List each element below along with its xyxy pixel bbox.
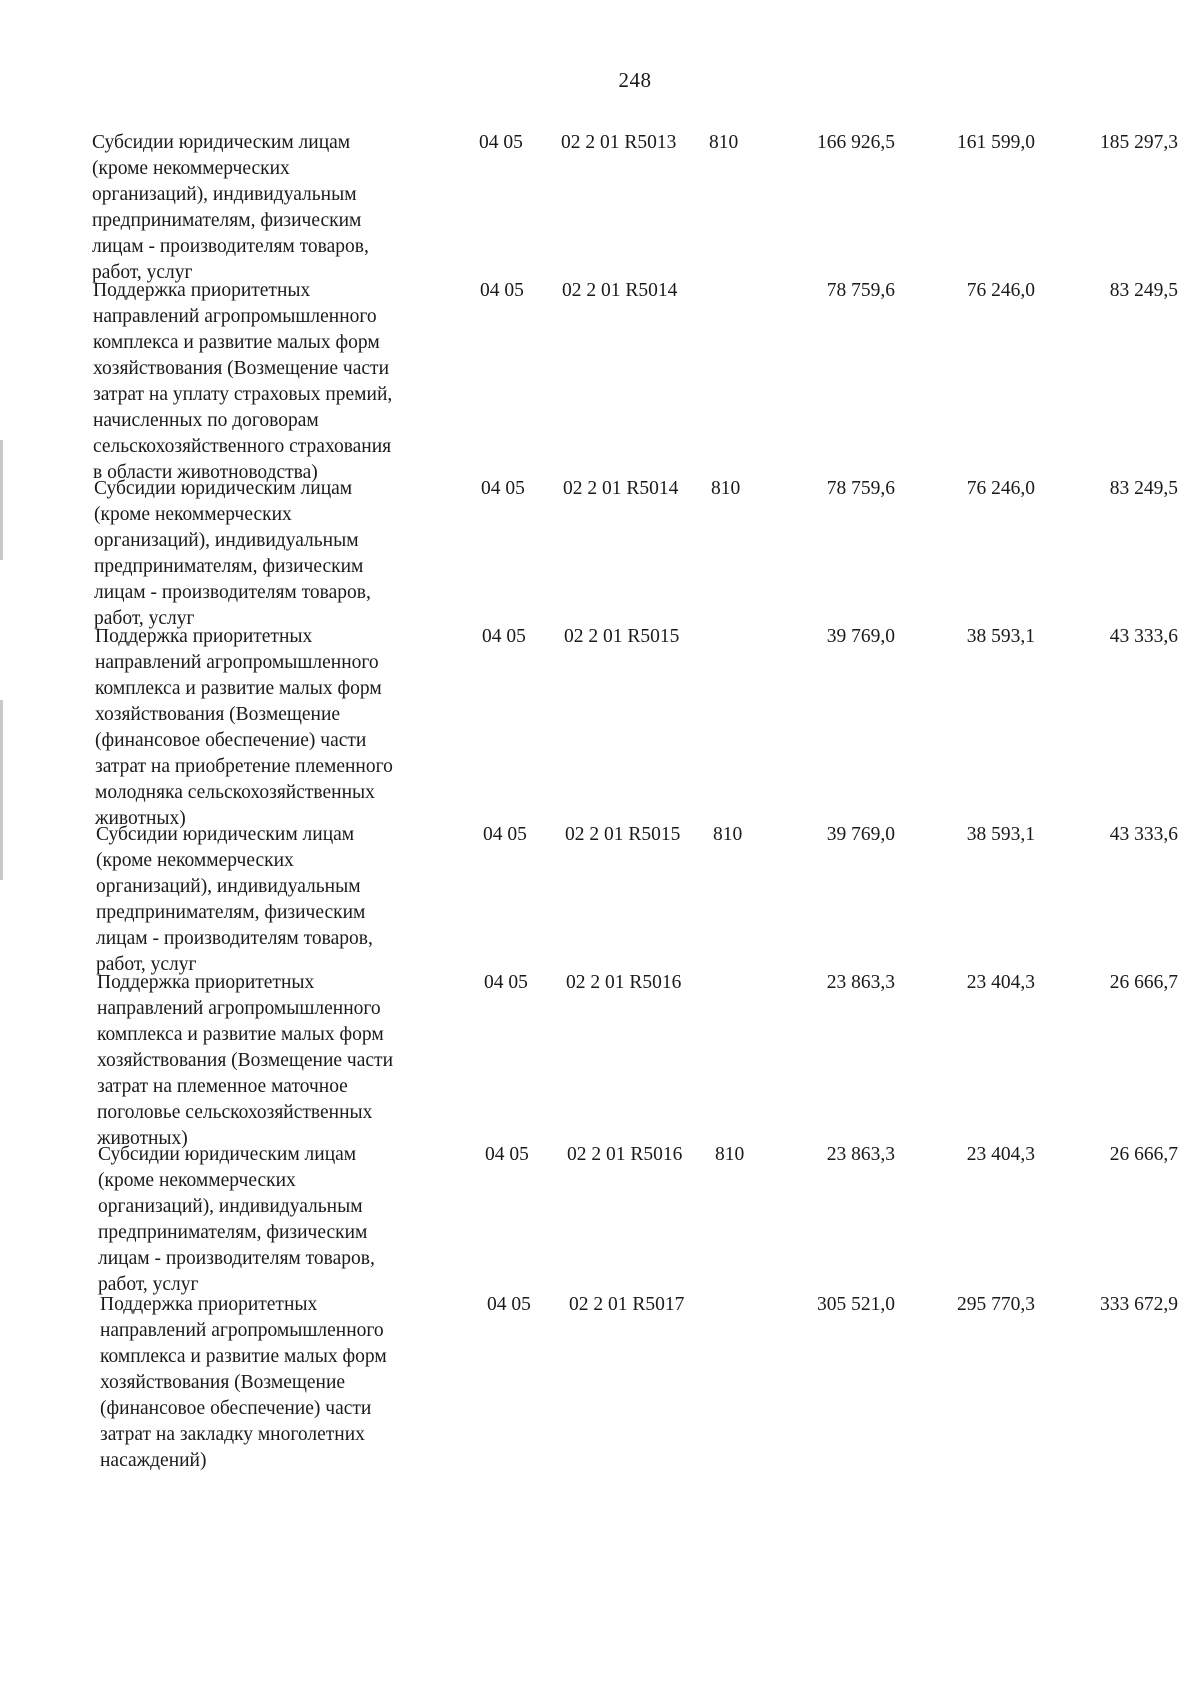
amount-year-3: 185 297,3	[1100, 132, 1178, 153]
target-code: 02 2 01 R5016	[566, 972, 682, 993]
target-code: 02 2 01 R5015	[565, 824, 681, 845]
amount-year-2: 23 404,3	[966, 972, 1035, 993]
target-code: 02 2 01 R5013	[561, 132, 677, 153]
row-description: Поддержка приоритетных направлений агропромышленного комплекса и развитие малых форм хозяйствования (Возмещение (финансовое обеспечение) части затрат на приобретение племенного молодняка сельскохозяйственных животных)	[95, 626, 393, 829]
table-row	[2, 970, 1200, 1149]
amount-year-1: 39 769,0	[826, 824, 895, 845]
section-code: 04 05	[481, 478, 525, 499]
row-description: Субсидии юридическим лицам (кроме некоммерческих организаций), индивидуальным предпринимателям, физическим лицам - производителям товаров, работ, услуг	[98, 1144, 375, 1295]
expense-type-code: 810	[709, 132, 739, 153]
expense-type-code: 810	[713, 824, 743, 845]
target-code: 02 2 01 R5015	[564, 626, 680, 647]
section-code: 04 05	[484, 972, 528, 993]
table-row	[0, 130, 1200, 283]
section-code: 04 05	[483, 824, 527, 845]
amount-year-1: 305 521,0	[817, 1294, 895, 1315]
amount-year-2: 38 593,1	[966, 824, 1035, 845]
expense-type-code: 810	[711, 478, 741, 499]
amount-year-3: 26 666,7	[1109, 1144, 1178, 1165]
table-row	[0, 278, 1200, 483]
amount-year-3: 26 666,7	[1109, 972, 1178, 993]
amount-year-2: 161 599,0	[957, 132, 1035, 153]
row-description: Субсидии юридическим лицам (кроме некоммерческих организаций), индивидуальным предпринимателям, физическим лицам - производителям товаров, работ, услуг	[92, 132, 369, 283]
amount-year-2: 295 770,3	[957, 1294, 1035, 1315]
amount-year-1: 39 769,0	[826, 626, 895, 647]
section-code: 04 05	[479, 132, 523, 153]
table-row	[3, 1142, 1200, 1295]
page-number: 248	[618, 68, 652, 92]
budget-table	[0, 130, 1200, 1476]
amount-year-1: 78 759,6	[826, 478, 895, 499]
row-description: Поддержка приоритетных направлений агропромышленного комплекса и развитие малых форм хозяйствования (Возмещение (финансовое обеспечение) части затрат на закладку многолетних насаждений)	[100, 1294, 387, 1471]
amount-year-1: 23 863,3	[826, 972, 895, 993]
amount-year-3: 83 249,5	[1109, 280, 1178, 301]
amount-year-1: 23 863,3	[826, 1144, 895, 1165]
amount-year-3: 43 333,6	[1109, 626, 1178, 647]
table-row	[0, 624, 1200, 829]
row-description: Субсидии юридическим лицам (кроме некоммерческих организаций), индивидуальным предпринимателям, физическим лицам - производителям товаров, работ, услуг	[96, 824, 373, 975]
section-code: 04 05	[482, 626, 526, 647]
table-row	[1, 822, 1200, 975]
amount-year-2: 76 246,0	[966, 478, 1035, 499]
amount-year-3: 43 333,6	[1109, 824, 1178, 845]
row-description: Поддержка приоритетных направлений агропромышленного комплекса и развитие малых форм хозяйствования (Возмещение части затрат на уплату страховых премий, начисленных по договорам сельскохозяйственного страхования в области животноводства)	[93, 280, 393, 483]
row-description: Субсидии юридическим лицам (кроме некоммерческих организаций), индивидуальным предпринимателям, физическим лицам - производителям товаров, работ, услуг	[94, 478, 371, 629]
row-description: Поддержка приоритетных направлений агропромышленного комплекса и развитие малых форм хозяйствования (Возмещение части затрат на племенное маточное поголовье сельскохозяйственных животных)	[97, 972, 394, 1149]
target-code: 02 2 01 R5016	[567, 1144, 683, 1165]
table-row	[5, 1292, 1200, 1476]
target-code: 02 2 01 R5014	[562, 280, 678, 301]
amount-year-1: 78 759,6	[826, 280, 895, 301]
amount-year-2: 76 246,0	[966, 280, 1035, 301]
amount-year-2: 38 593,1	[966, 626, 1035, 647]
amount-year-3: 83 249,5	[1109, 478, 1178, 499]
expense-type-code: 810	[715, 1144, 745, 1165]
amount-year-2: 23 404,3	[966, 1144, 1035, 1165]
section-code: 04 05	[485, 1144, 529, 1165]
amount-year-1: 166 926,5	[817, 132, 895, 153]
target-code: 02 2 01 R5014	[563, 478, 679, 499]
section-code: 04 05	[487, 1294, 531, 1315]
section-code: 04 05	[480, 280, 524, 301]
amount-year-3: 333 672,9	[1100, 1294, 1178, 1315]
table-row	[0, 476, 1200, 629]
target-code: 02 2 01 R5017	[569, 1294, 685, 1315]
